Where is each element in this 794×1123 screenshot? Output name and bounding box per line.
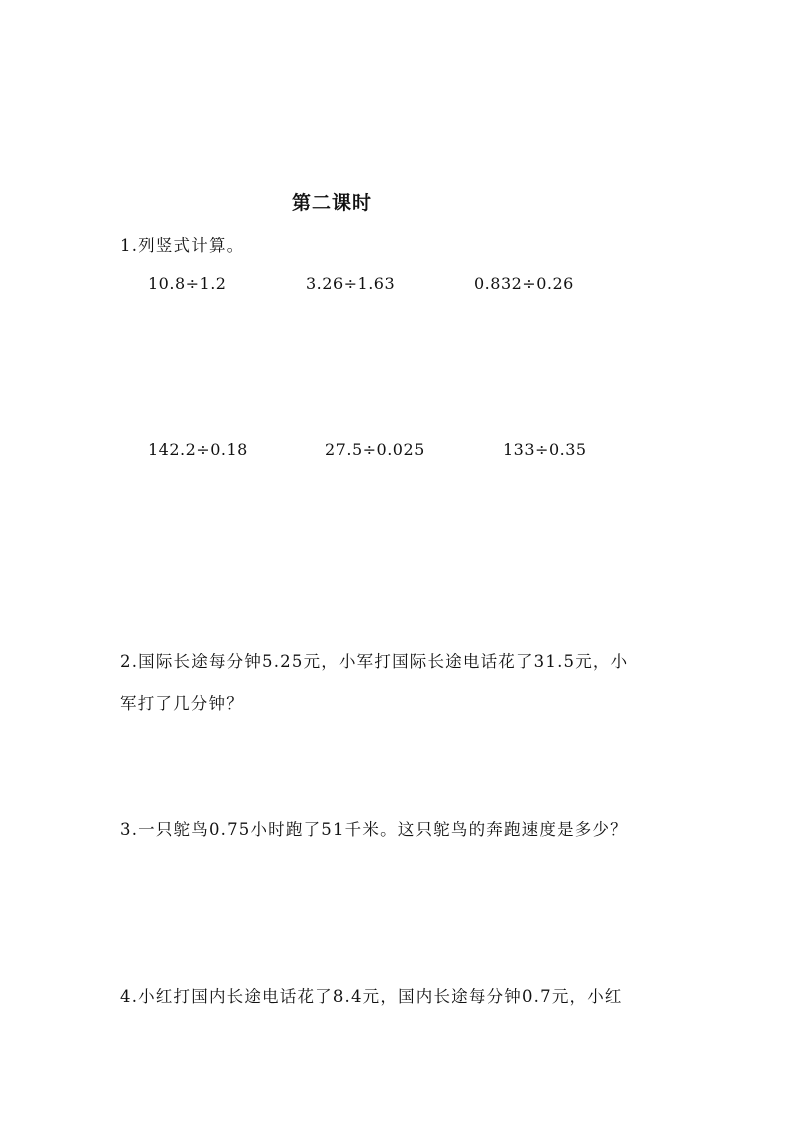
expression-2-2: 27.5÷0.025 — [325, 440, 425, 459]
expression-1-1: 10.8÷1.2 — [148, 274, 227, 293]
expression-1-2: 3.26÷1.63 — [306, 274, 396, 293]
expression-2-3: 133÷0.35 — [503, 440, 587, 459]
question-2-line-2: 军打了几分钟？ — [120, 694, 244, 713]
question-3-line-1: 3.一只鸵鸟0.75小时跑了51千米。这只鸵鸟的奔跑速度是多少？ — [120, 820, 628, 839]
question-2-line-1: 2.国际长途每分钟5.25元，小军打国际长途电话花了31.5元，小 — [120, 652, 629, 671]
question-4-line-1: 4.小红打国内长途电话花了8.4元，国内长途每分钟0.7元，小红 — [120, 987, 623, 1006]
page-title: 第二课时 — [292, 192, 373, 214]
expression-2-1: 142.2÷0.18 — [148, 440, 248, 459]
question-1-label: 1.列竖式计算。 — [120, 236, 245, 255]
expression-1-3: 0.832÷0.26 — [474, 274, 574, 293]
